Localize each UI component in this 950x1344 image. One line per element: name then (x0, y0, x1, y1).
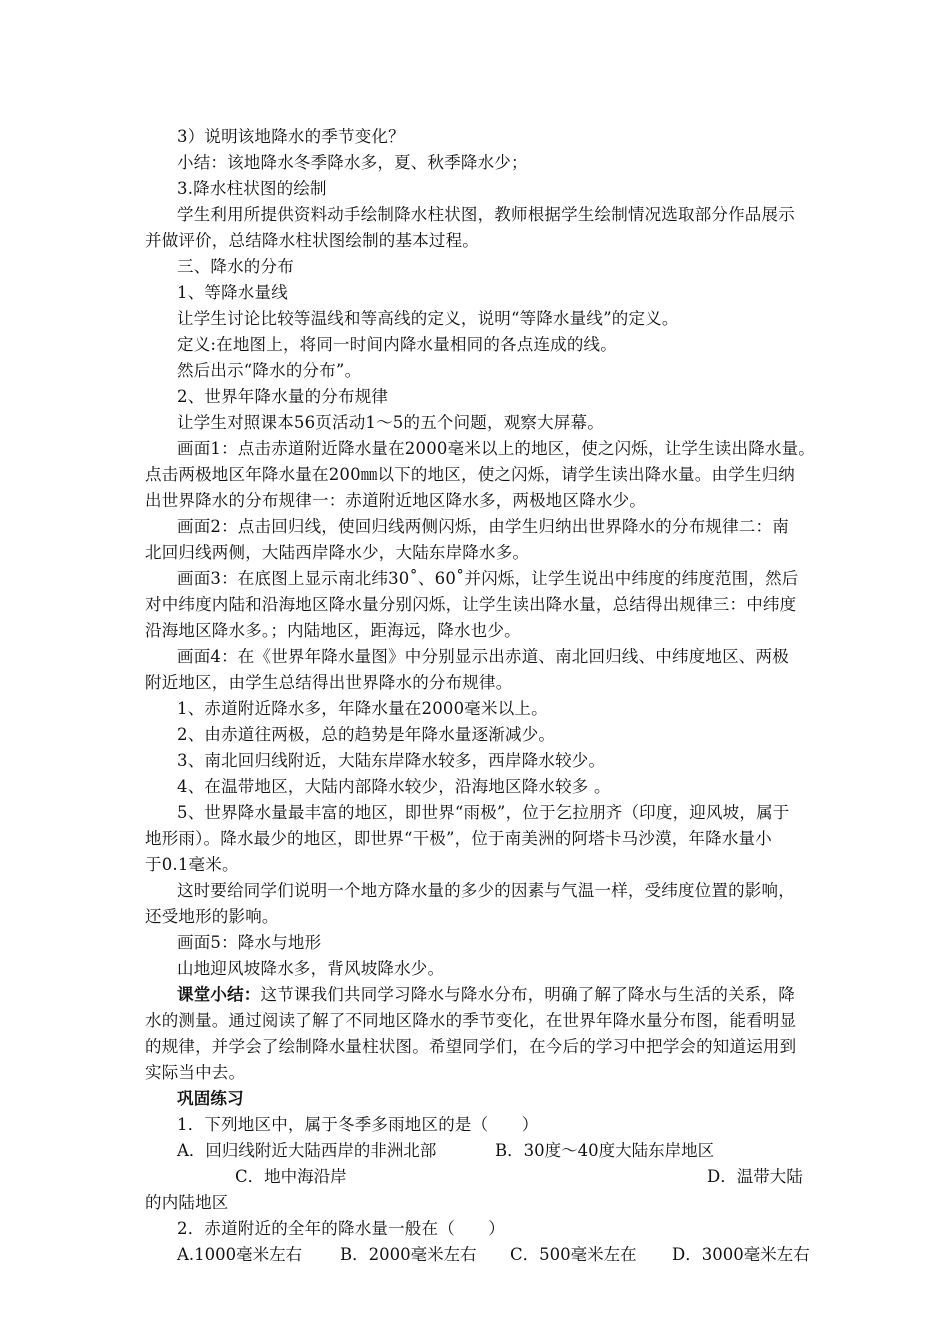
question-2: 2．赤道附近的全年的降水量一般在（ ） (177, 1219, 505, 1238)
section-heading: 三、降水的分布 (177, 257, 294, 276)
section-heading: 1、等降水量线 (177, 283, 288, 302)
question-1: 1．下列地区中，属于冬季多雨地区的是（ ） (177, 1115, 539, 1134)
q1-option-b: B．30度～40度大陆东岸地区 (495, 1141, 715, 1160)
summary-paragraph (0, 982, 950, 1008)
q2-option-a: A.1000毫米左右 (177, 1245, 303, 1264)
text-line: 小结：该地降水冬季降水多，夏、秋季降水少； (177, 153, 528, 172)
text-line: 让学生对照课本56页活动1～5的五个问题，观察大屏幕。 (177, 413, 604, 432)
text-line: 水的测量。通过阅读了解了不同地区降水的季节变化，在世界年降水量分布图，能看明显 (145, 1011, 797, 1030)
text-line: 让学生讨论比较等温线和等高线的定义，说明“等降水量线”的定义。 (177, 309, 679, 328)
text-line: 实际当中去。 (145, 1063, 246, 1082)
summary-text: 这节课我们共同学习降水与降水分布，明确了解了降水与生活的关系，降 (260, 985, 795, 1004)
list-item: 3、南北回归线附近，大陆东岸降水较多，西岸降水较少。 (177, 751, 606, 770)
text-line: 画面4：在《世界年降水量图》中分别显示出赤道、南北回归线、中纬度地区、两极 (177, 647, 789, 666)
list-item: 1、赤道附近降水多，年降水量在2000毫米以上。 (177, 699, 548, 718)
text-line: 这时要给同学们说明一个地方降水量的多少的因素与气温一样，受纬度位置的影响， (177, 881, 795, 900)
text-line: 学生利用所提供资料动手绘制降水柱状图，教师根据学生绘制情况选取部分作品展示 (177, 205, 795, 224)
list-item: 4、在温带地区，大陆内部降水较少，沿海地区降水较多 。 (177, 777, 611, 796)
text-line: 还受地形的影响。 (145, 907, 279, 926)
exercise-heading: 巩固练习 (177, 1089, 244, 1108)
q2-option-d: D．3000毫米左右 (672, 1245, 810, 1264)
q2-option-c: C．500毫米左在 (510, 1245, 637, 1264)
text-line: 的内陆地区 (145, 1193, 229, 1212)
text-line: 点击两极地区年降水量在200㎜以下的地区，使之闪烁，请学生读出降水量。由学生归纳 (145, 465, 795, 484)
q1-option-a: A．回归线附近大陆西岸的非洲北部 (177, 1141, 437, 1160)
text-line: 出世界降水的分布规律一：赤道附近地区降水多，两极地区降水少。 (145, 491, 646, 510)
q1-option-d: D．温带大陆 (707, 1167, 803, 1186)
text-line: 地形雨）。降水最少的地区，即世界“干极”，位于南美洲的阿塔卡马沙漠，年降水量小 (145, 829, 772, 848)
text-line: 然后出示“降水的分布”。 (177, 361, 362, 380)
list-item: 5、世界降水量最丰富的地区，即世界“雨极”，位于乞拉朋齐（印度，迎风坡，属于 (177, 803, 790, 822)
text-line: 对中纬度内陆和沿海地区降水量分别闪烁，让学生读出降水量，总结得出规律三：中纬度 (145, 595, 797, 614)
text-line: 于0.1毫米。 (145, 855, 239, 874)
text-line: 山地迎风坡降水多，背风坡降水少。 (177, 959, 445, 978)
text-line: 画面3：在底图上显示南北纬30˚、60˚并闪烁，让学生说出中纬度的纬度范围，然后 (177, 569, 799, 588)
text-line: 画面1：点击赤道附近降水量在2000毫米以上的地区，使之闪烁，让学生读出降水量。 (177, 439, 815, 458)
summary-label: 课堂小结： (177, 985, 261, 1004)
text-line: 北回归线两侧，大陆西岸降水少，大陆东岸降水多。 (145, 543, 530, 562)
list-item: 2、由赤道往两极，总的趋势是年降水量逐渐减少。 (177, 725, 556, 744)
text-line: 附近地区，由学生总结得出世界降水的分布规律。 (145, 673, 513, 692)
text-line: 画面5：降水与地形 (177, 933, 322, 952)
text-line: 并做评价，总结降水柱状图绘制的基本过程。 (145, 231, 479, 250)
text-line: 沿海地区降水多。；内陆地区，距海远，降水也少。 (145, 621, 521, 640)
section-heading: 2、世界年降水量的分布规律 (177, 387, 389, 406)
text-line: 的规律，并学会了绘制降水量柱状图。希望同学们，在今后的学习中把学会的知道运用到 (145, 1037, 797, 1056)
q1-option-c: C．地中海沿岸 (235, 1167, 347, 1186)
text-line: 3）说明该地降水的季节变化？ (177, 127, 405, 146)
section-heading: 3.降水柱状图的绘制 (177, 179, 327, 198)
q2-option-b: B．2000毫米左右 (340, 1245, 477, 1264)
text-line: 画面2：点击回归线，使回归线两侧闪烁，由学生归纳出世界降水的分布规律二：南 (177, 517, 789, 536)
text-line: 定义:在地图上，将同一时间内降水量相同的各点连成的线。 (177, 335, 617, 354)
